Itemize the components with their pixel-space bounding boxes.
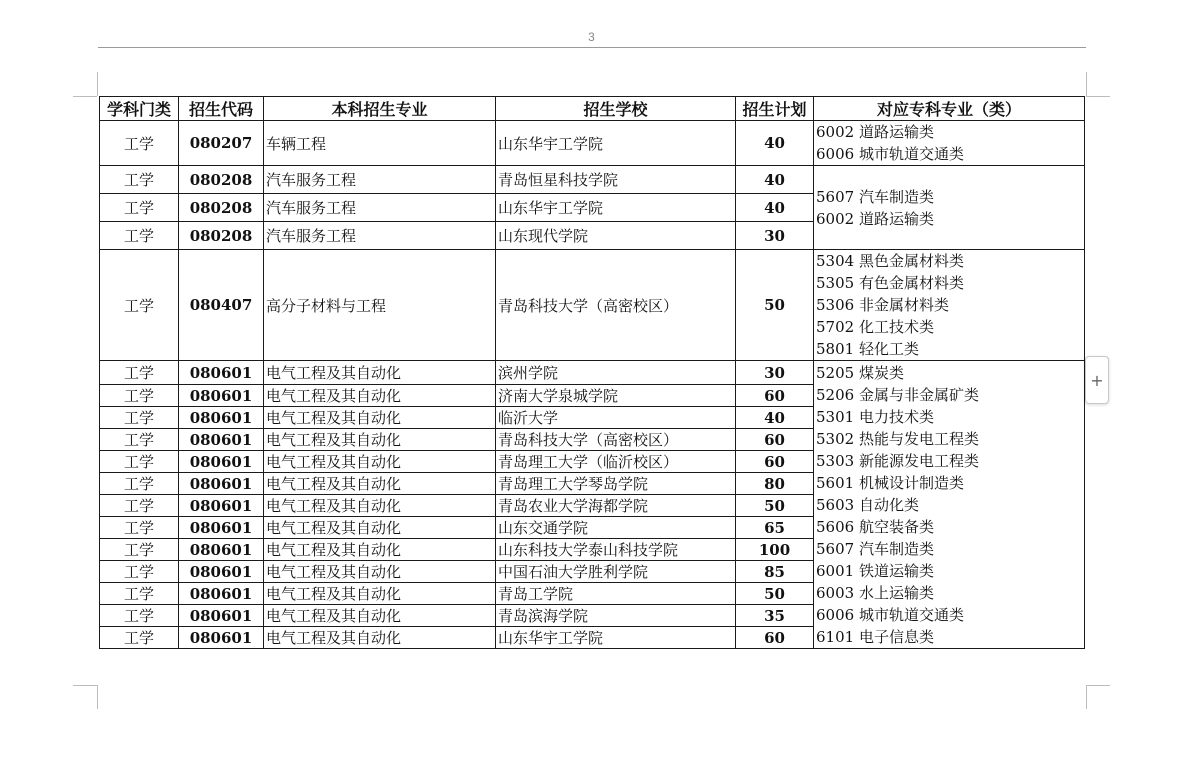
plan-cell: 80 <box>736 473 814 495</box>
related-major-item: 5206 金属与非金属矿类 <box>816 385 979 404</box>
major-cell: 电气工程及其自动化 <box>264 583 496 605</box>
category-cell: 工学 <box>100 429 179 451</box>
school-cell: 山东科技大学泰山科技学院 <box>496 539 736 561</box>
table-row <box>100 166 1085 194</box>
school-cell: 济南大学泉城学院 <box>496 385 736 407</box>
code-cell: 080601 <box>179 407 264 429</box>
category-cell: 工学 <box>100 194 179 222</box>
related-major-item: 5702 化工技术类 <box>816 318 934 336</box>
header-category: 学科门类 <box>100 97 179 121</box>
school-cell: 临沂大学 <box>496 407 736 429</box>
code-cell: 080601 <box>179 495 264 517</box>
category-cell: 工学 <box>100 407 179 429</box>
code-cell: 080601 <box>179 473 264 495</box>
category-cell: 工学 <box>100 495 179 517</box>
related-major-item: 6002 道路运输类 <box>816 209 934 228</box>
plan-cell: 50 <box>736 495 814 517</box>
school-cell: 青岛恒星科技学院 <box>496 166 736 194</box>
category-cell: 工学 <box>100 517 179 539</box>
plan-cell: 60 <box>736 429 814 451</box>
related-major-item: 5607 汽车制造类 <box>816 539 934 558</box>
category-cell: 工学 <box>100 473 179 495</box>
code-cell: 080601 <box>179 627 264 649</box>
plan-cell: 100 <box>736 539 814 561</box>
related-major-item: 5306 非金属材料类 <box>816 296 949 314</box>
major-cell: 电气工程及其自动化 <box>264 407 496 429</box>
header-rule <box>98 47 1086 48</box>
table-body <box>100 121 1085 649</box>
school-cell: 滨州学院 <box>496 361 736 385</box>
plan-cell: 60 <box>736 385 814 407</box>
table-row <box>100 361 1085 385</box>
related-major-item: 5303 新能源发电工程类 <box>816 451 979 470</box>
code-cell: 080601 <box>179 605 264 627</box>
crop-mark-top-right-horizontal <box>1086 96 1110 97</box>
major-cell: 电气工程及其自动化 <box>264 451 496 473</box>
related-major-item: 5302 热能与发电工程类 <box>816 429 979 448</box>
table-header-row <box>100 97 1085 121</box>
header-major: 本科招生专业 <box>264 97 496 121</box>
related-major-item: 5607 汽车制造类 <box>816 187 934 206</box>
major-cell: 电气工程及其自动化 <box>264 539 496 561</box>
related-majors-cell <box>814 250 1085 361</box>
plan-cell: 30 <box>736 222 814 250</box>
category-cell: 工学 <box>100 451 179 473</box>
related-major-item: 5304 黑色金属材料类 <box>816 252 964 270</box>
code-cell: 080601 <box>179 361 264 385</box>
crop-mark-bottom-left-vertical <box>97 685 98 709</box>
school-cell: 青岛科技大学（高密校区） <box>496 250 736 361</box>
code-cell: 080601 <box>179 451 264 473</box>
crop-mark-top-left-vertical <box>97 72 98 96</box>
plan-cell: 40 <box>736 166 814 194</box>
code-cell: 080207 <box>179 121 264 166</box>
related-major-item: 6101 电子信息类 <box>816 627 934 646</box>
category-cell: 工学 <box>100 539 179 561</box>
school-cell: 山东华宇工学院 <box>496 627 736 649</box>
plan-cell: 35 <box>736 605 814 627</box>
related-major-item: 5601 机械设计制造类 <box>816 473 964 492</box>
code-cell: 080601 <box>179 539 264 561</box>
category-cell: 工学 <box>100 561 179 583</box>
related-majors-cell <box>814 121 1085 166</box>
related-majors-cell <box>814 166 1085 250</box>
school-cell: 青岛科技大学（高密校区） <box>496 429 736 451</box>
code-cell: 080208 <box>179 222 264 250</box>
crop-mark-bottom-right-horizontal <box>1086 685 1110 686</box>
plan-cell: 50 <box>736 583 814 605</box>
category-cell: 工学 <box>100 250 179 361</box>
major-cell: 汽车服务工程 <box>264 194 496 222</box>
major-cell: 车辆工程 <box>264 121 496 166</box>
category-cell: 工学 <box>100 605 179 627</box>
code-cell: 080601 <box>179 429 264 451</box>
plus-icon: + <box>1090 370 1104 390</box>
enrollment-table <box>99 96 1085 649</box>
category-cell: 工学 <box>100 166 179 194</box>
related-major-item: 5801 轻化工类 <box>816 340 919 358</box>
related-majors-cell <box>814 361 1085 649</box>
category-cell: 工学 <box>100 121 179 166</box>
code-cell: 080407 <box>179 250 264 361</box>
plan-cell: 30 <box>736 361 814 385</box>
crop-mark-top-right-vertical <box>1086 72 1087 96</box>
code-cell: 080208 <box>179 166 264 194</box>
table-row <box>100 121 1085 166</box>
plan-cell: 40 <box>736 194 814 222</box>
plan-cell: 50 <box>736 250 814 361</box>
major-cell: 电气工程及其自动化 <box>264 517 496 539</box>
major-cell: 电气工程及其自动化 <box>264 473 496 495</box>
crop-mark-bottom-right-vertical <box>1086 685 1087 709</box>
code-cell: 080601 <box>179 583 264 605</box>
related-major-item: 6001 铁道运输类 <box>816 561 934 580</box>
code-cell: 080601 <box>179 385 264 407</box>
crop-mark-top-left-horizontal <box>73 96 97 97</box>
category-cell: 工学 <box>100 361 179 385</box>
major-cell: 电气工程及其自动化 <box>264 605 496 627</box>
major-cell: 高分子材料与工程 <box>264 250 496 361</box>
plan-cell: 60 <box>736 627 814 649</box>
table-row <box>100 250 1085 361</box>
code-cell: 080601 <box>179 561 264 583</box>
page-number: 3 <box>588 30 595 44</box>
related-major-item: 5606 航空装备类 <box>816 517 934 536</box>
category-cell: 工学 <box>100 222 179 250</box>
plan-cell: 85 <box>736 561 814 583</box>
category-cell: 工学 <box>100 627 179 649</box>
major-cell: 汽车服务工程 <box>264 166 496 194</box>
major-cell: 电气工程及其自动化 <box>264 495 496 517</box>
code-cell: 080601 <box>179 517 264 539</box>
major-cell: 电气工程及其自动化 <box>264 385 496 407</box>
school-cell: 青岛农业大学海都学院 <box>496 495 736 517</box>
plan-cell: 40 <box>736 121 814 166</box>
header-related-majors: 对应专科专业（类） <box>814 97 1085 121</box>
related-major-item: 5301 电力技术类 <box>816 407 934 426</box>
plan-cell: 60 <box>736 451 814 473</box>
major-cell: 电气工程及其自动化 <box>264 361 496 385</box>
related-major-item: 6006 城市轨道交通类 <box>816 605 964 624</box>
related-major-item: 6002 道路运输类 <box>816 123 934 141</box>
school-cell: 中国石油大学胜利学院 <box>496 561 736 583</box>
code-cell: 080208 <box>179 194 264 222</box>
related-major-item: 6006 城市轨道交通类 <box>816 145 964 163</box>
school-cell: 山东交通学院 <box>496 517 736 539</box>
header-school: 招生学校 <box>496 97 736 121</box>
related-major-item: 6003 水上运输类 <box>816 583 934 602</box>
related-major-item: 5603 自动化类 <box>816 495 919 514</box>
plan-cell: 40 <box>736 407 814 429</box>
school-cell: 山东华宇工学院 <box>496 121 736 166</box>
school-cell: 青岛滨海学院 <box>496 605 736 627</box>
major-cell: 电气工程及其自动化 <box>264 429 496 451</box>
header-plan: 招生计划 <box>736 97 814 121</box>
add-button[interactable] <box>1085 356 1109 404</box>
school-cell: 青岛理工大学（临沂校区） <box>496 451 736 473</box>
school-cell: 青岛工学院 <box>496 583 736 605</box>
school-cell: 山东现代学院 <box>496 222 736 250</box>
school-cell: 山东华宇工学院 <box>496 194 736 222</box>
header-code: 招生代码 <box>179 97 264 121</box>
category-cell: 工学 <box>100 385 179 407</box>
major-cell: 电气工程及其自动化 <box>264 627 496 649</box>
major-cell: 电气工程及其自动化 <box>264 561 496 583</box>
related-major-item: 5205 煤炭类 <box>816 363 904 382</box>
related-major-item: 5305 有色金属材料类 <box>816 274 964 292</box>
category-cell: 工学 <box>100 583 179 605</box>
major-cell: 汽车服务工程 <box>264 222 496 250</box>
crop-mark-bottom-left-horizontal <box>73 685 97 686</box>
school-cell: 青岛理工大学琴岛学院 <box>496 473 736 495</box>
plan-cell: 65 <box>736 517 814 539</box>
